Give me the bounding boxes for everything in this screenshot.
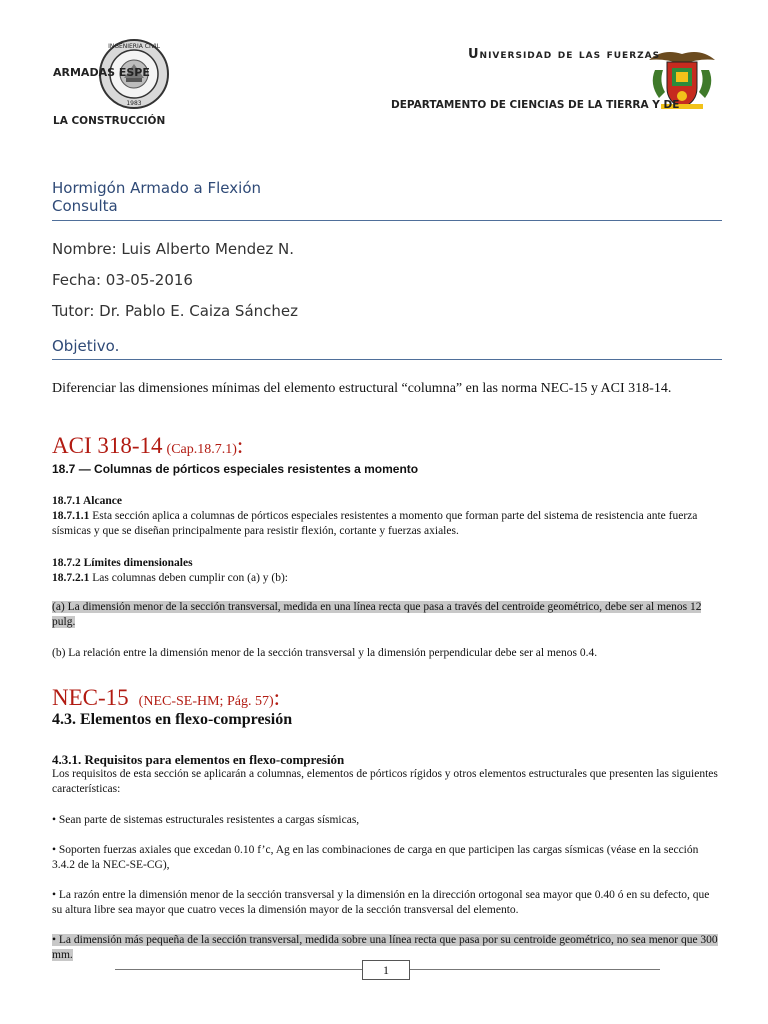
page-number: 1 xyxy=(362,960,410,980)
nec-subtitle: 4.3. Elementos en flexo-compresión xyxy=(52,711,293,728)
aci-limites-text xyxy=(52,571,722,586)
aci-title: ACI 318-14 xyxy=(52,433,163,458)
tutor: Tutor: Dr. Pablo E. Caiza Sánchez xyxy=(52,302,299,320)
aci-colon: : xyxy=(236,433,244,458)
nec-bullet-1: • Sean parte de sistemas estructurales resistentes a cargas sísmicas, xyxy=(52,814,360,826)
header-line3-left: LA CONSTRUCCIÓN xyxy=(53,115,166,127)
aci-alcance-text xyxy=(52,509,722,539)
nec-bullet-4 xyxy=(52,933,722,963)
nec-requirements-text: Los requisitos de esta sección se aplicarán a columnas, elementos de pórticos rígidos y otros elementos estructurales que presenten las siguientes características: xyxy=(52,768,718,795)
aci-alcance-number: 18.7.1.1 xyxy=(52,510,90,522)
aci-item-b: (b) La relación entre la dimensión menor de la sección transversal y la dimensión perpendicular debe ser al menos 0.4. xyxy=(52,647,598,659)
aci-item-a xyxy=(52,600,722,630)
nec-bullet-2: • Soporten fuerzas axiales que excedan 0.10 f’c, Ag en las combinaciones de carga en que participen las cargas sísmicas (véase en la sección 3.4.2 de la NEC-SE-CG), xyxy=(52,844,699,871)
svg-text:INGENIERIA CIVIL: INGENIERIA CIVIL xyxy=(108,43,160,50)
nec-bullet-4-text: • La dimensión más pequeña de la sección transversal, medida sobre una línea recta que pasa por su centroide geométrico, no sea menor que 300 mm. xyxy=(52,934,718,961)
objective-heading: Objetivo. xyxy=(52,337,120,355)
aci-alcance-heading: 18.7.1 Alcance xyxy=(52,495,122,507)
nec-requirements-heading: 4.3.1. Requisitos para elementos en flexo-compresión xyxy=(52,752,345,767)
header-university-name: Universidad de las fuerzas xyxy=(468,47,661,62)
aci-alcance-body: Esta sección aplica a columnas de pórticos especiales resistentes a momento que forman parte del sistema de resistencia ante fuerza sísmicas y que se diseñan principalmente para resistir flexión, cortante y fuerzas axiales. xyxy=(52,510,698,537)
student-name: Nombre: Luis Alberto Mendez N. xyxy=(52,240,294,258)
header-line1-left: ARMADAS ESPE xyxy=(53,66,150,79)
aci-subtitle: 18.7 — Columnas de pórticos especiales resistentes a momento xyxy=(52,462,419,476)
nec-heading xyxy=(52,685,280,711)
nec-colon: : xyxy=(273,685,280,710)
aci-reference: (Cap.18.7.1) xyxy=(166,442,237,457)
date: Fecha: 03-05-2016 xyxy=(52,271,193,289)
title-divider xyxy=(52,220,722,221)
aci-item-a-text: (a) La dimensión menor de la sección transversal, medida en una línea recta que pasa a través del centroide geométrico, debe ser al menos 12 pulg. xyxy=(52,601,702,628)
nec-bullet-3: • La razón entre la dimensión menor de la sección transversal y la dimensión en la dirección ortogonal sea mayor que 0.40 ó en su defecto, que su altura libre sea mayor que cuatro veces la dimensión mayor de la sección transversal del elemento. xyxy=(52,889,710,916)
aci-heading xyxy=(52,433,243,459)
doc-subtitle: Consulta xyxy=(52,197,118,215)
nec-reference: (NEC-SE-HM; Pág. 57) xyxy=(138,694,274,709)
aci-limites-heading: 18.7.2 Límites dimensionales xyxy=(52,557,193,569)
aci-limites-body: Las columnas deben cumplir con (a) y (b): xyxy=(89,572,289,584)
objective-divider xyxy=(52,359,722,360)
aci-limites-number: 18.7.2.1 xyxy=(52,572,90,584)
header-department: DEPARTAMENTO DE CIENCIAS DE LA TIERRA Y DE xyxy=(391,99,680,111)
nec-title: NEC-15 xyxy=(52,685,129,710)
doc-title: Hormigón Armado a Flexión xyxy=(52,179,261,197)
svg-text:1983: 1983 xyxy=(126,100,142,107)
objective-text: Diferenciar las dimensiones mínimas del elemento estructural “columna” en las norma NEC-15 y ACI 318-14. xyxy=(52,381,672,396)
